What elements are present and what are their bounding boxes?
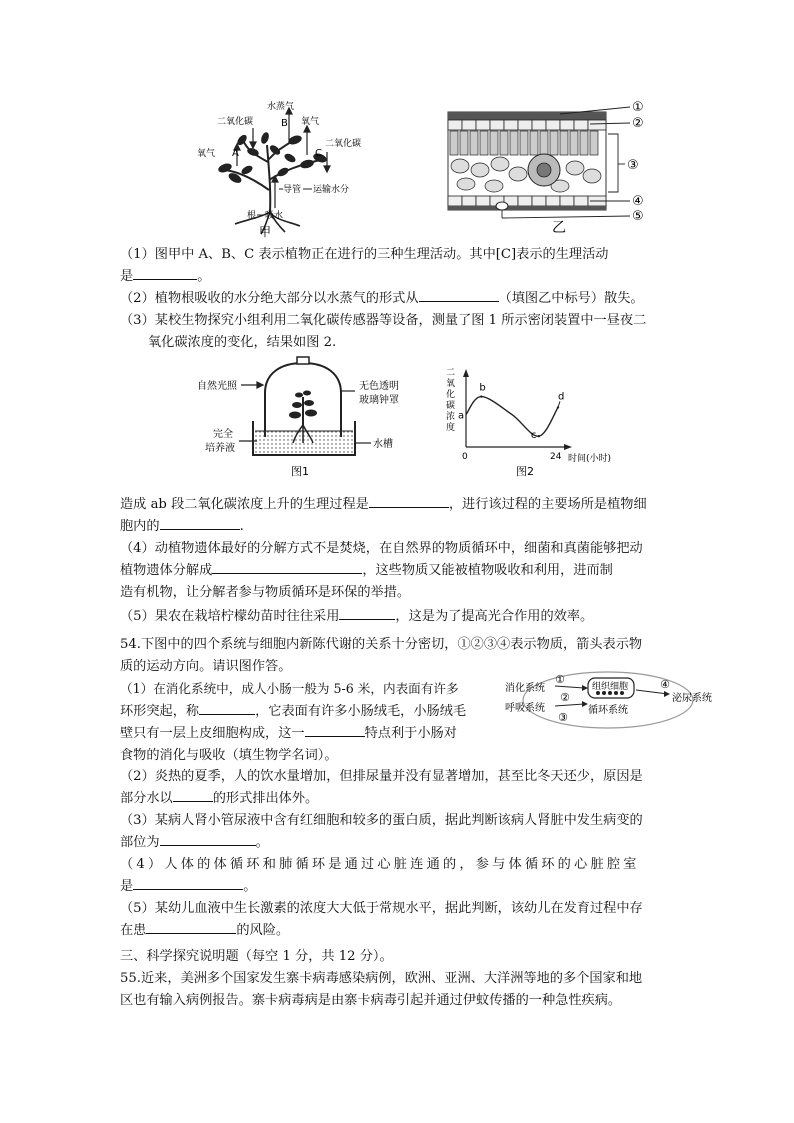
q54-p1c: ，它表面有许多小肠绒毛，小肠绒毛: [255, 704, 467, 719]
label-n2: ②: [632, 116, 644, 131]
q54-p4b: 是: [120, 879, 134, 894]
label-C: C: [315, 148, 322, 159]
label-circulatory: 循环系统: [588, 705, 628, 716]
q54-p5b: 在患: [120, 923, 147, 938]
figure-jia-caption: 甲: [259, 225, 272, 239]
q54-p1d: 壁只有一层上皮细胞构成，这一: [120, 726, 305, 741]
label-o2-left: 氧气: [197, 149, 216, 159]
q55-line-1: 55.近来，美洲多个国家发生寨卡病毒感染病例，欧洲、亚洲、大洋洲等地的多个国家和地: [120, 971, 643, 986]
label-bell-jar-2: 玻璃钟罩: [359, 395, 399, 406]
q54-p4a: （4）人体的体循环和肺循环是通过心脏连通的，参与体循环的心脏腔室: [120, 857, 640, 872]
q54-p3b: 部位为: [120, 835, 160, 850]
q54-p2a: （2）炎热的夏季，人的饮水量增加，但排尿量并没有显著增加，甚至比冬天还少，原因是: [120, 769, 643, 784]
figure-yi: [440, 98, 655, 238]
label-n4: ④: [632, 194, 644, 209]
q53-p4a: （4）动植物遗体最好的分解方式不是焚烧，在自然界的物质循环中，细菌和真菌能够把动: [120, 541, 643, 556]
q54-p0b: 质的运动方向。请识图作答。: [120, 659, 292, 674]
label-cells: 组织细胞: [592, 682, 629, 692]
q53-p1a: （1）图甲中 A、B、C 表示植物正在进行的三种生理活动。其中[C]表示的生理活动: [120, 247, 609, 262]
q54-blank-6[interactable]: [146, 921, 236, 934]
figure-2-caption: 图2: [516, 465, 534, 478]
q53-p2a: （2）植物根吸收的水分绝大部分以水蒸气的形式从: [120, 291, 419, 306]
label-o2-right: 氧气: [301, 117, 320, 127]
figure-systems: [500, 668, 730, 738]
q53-p3c: 造成 ab 段二氧化碳浓度上升的生理过程是: [120, 497, 369, 512]
chart-point-label-b: b: [479, 382, 486, 394]
q53-p3a: （3）某校生物探究小组利用二氧化碳传感器等设备，测量了图 1 所示密闭装置中一昼夜二: [120, 313, 647, 328]
q54-blank-2[interactable]: [305, 724, 365, 737]
chart-xlabel: 时间(小时): [568, 454, 612, 464]
q53-p4d: 造有机物，让分解者参与物质循环是环保的举措。: [120, 585, 411, 600]
label-root: 根: [247, 211, 257, 221]
label-n3: ③: [627, 158, 639, 173]
chart-ylabel-char: 二: [446, 368, 456, 378]
q54-p1b: 环形突起，称: [120, 704, 200, 719]
figure-1-caption: 图1: [291, 465, 309, 478]
chart-point-label-a: a: [458, 410, 465, 422]
q54-p2c: 的形式排出体外。: [212, 791, 319, 806]
label-m4: ④: [660, 678, 670, 691]
q53-p3b: 氧化碳浓度的变化，结果如图 2.: [148, 335, 337, 350]
q54-p5a: （5）某幼儿血液中生长激素的浓度大大低于常规水平，据此判断，该幼儿在发育过程中存: [120, 901, 643, 916]
q53-blank-1[interactable]: [133, 267, 197, 280]
q54-p5c: 的风险。: [236, 923, 290, 938]
chart-ylabel-char: 度: [446, 423, 456, 433]
q53-p3e: 胞内的: [120, 519, 160, 534]
q53-p4b: 植物遗体分解成: [120, 563, 213, 578]
chart-point-c: [538, 435, 540, 437]
q53-p5b: ，这是为了提高光合作用的效率。: [395, 609, 594, 624]
q53-blank-3[interactable]: [369, 495, 449, 508]
q54-p3a: （3）某病人肾小管尿液中含有红细胞和较多的蛋白质，据此判断该病人肾脏中发生病变的: [120, 813, 643, 828]
figure-jia: [195, 100, 365, 240]
label-solution-2: 培养液: [205, 443, 235, 454]
q54-p2b: 部分水以: [120, 791, 173, 806]
label-absorb: 吸水: [265, 211, 284, 221]
q54-blank-1[interactable]: [199, 702, 255, 715]
label-water-vapor: 水蒸气: [267, 102, 295, 112]
q53-p1b: 是: [120, 269, 134, 284]
q54-p3c: 。: [255, 835, 269, 850]
q53-part1: [120, 244, 680, 354]
q54-p1f: 食物的消化与吸收（填生物学名词）。: [120, 748, 338, 763]
chart-line-series: [466, 397, 558, 437]
figure-yi-caption: 乙: [552, 220, 566, 236]
chart-ylabel-char: 化: [446, 390, 456, 400]
q53-blank-4[interactable]: [160, 517, 240, 530]
q53-p3d: ，进行该过程的主要场所是植物细: [448, 497, 647, 512]
chart-tick-24: 24: [550, 452, 562, 462]
q53-part2: [120, 494, 680, 628]
label-vessel: 导管: [283, 185, 302, 195]
chart-tick-0: 0: [462, 452, 468, 462]
chart-point-label-c: c: [530, 430, 537, 442]
q54-blank-4[interactable]: [160, 833, 256, 846]
q54-p0a: 54.下图中的四个系统与细胞内新陈代谢的关系十分密切，①②③④表示物质，箭头表示物: [120, 637, 643, 652]
label-m3: ③: [558, 711, 568, 724]
figure-2-chart: [440, 355, 615, 480]
label-co2-left: 二氧化碳: [217, 117, 254, 127]
chart-ylabel-char: 碳: [446, 401, 456, 411]
chart-point-b: [480, 395, 482, 397]
chart-ylabel-char: 浓: [446, 412, 456, 422]
chart-point-label-d: d: [558, 391, 565, 403]
q53-p2b: （填图乙中标号）散失。: [498, 291, 644, 306]
label-n5: ⑤: [632, 209, 644, 224]
label-tank: 水槽: [373, 439, 393, 450]
q54-part2: [120, 766, 680, 942]
label-B: B: [281, 118, 288, 129]
figure-1: [195, 355, 425, 480]
q54-p1a: （1）在消化系统中，成人小肠一般为 5-6 米，内表面有许多: [120, 681, 459, 696]
q54-p1e: 特点利于小肠对: [364, 726, 457, 741]
q53-blank-6[interactable]: [339, 607, 395, 620]
q53-p5a: （5）果农在栽培柠檬幼苗时往往采用: [120, 609, 340, 624]
label-respiratory: 呼吸系统: [505, 703, 545, 714]
label-digestive: 消化系统: [505, 683, 545, 694]
label-m2: ②: [560, 691, 570, 704]
chart-ylabel-char: 氧: [446, 379, 456, 389]
q53-p1c: 。: [197, 269, 211, 284]
label-urinary: 泌尿系统: [672, 693, 712, 704]
q54-blank-5[interactable]: [133, 877, 243, 890]
label-A: A: [232, 148, 239, 159]
label-n1: ①: [632, 100, 644, 115]
q53-p3f: .: [239, 519, 244, 534]
q53-p4c: ，这些物质又能被植物吸收和利用，进而制: [362, 563, 613, 578]
q54-p4c: 。: [243, 879, 257, 894]
section-3: [120, 946, 680, 1012]
q53-blank-2[interactable]: [419, 289, 499, 302]
q54-part1: [120, 678, 500, 767]
q54-blank-3[interactable]: [173, 789, 213, 802]
q53-blank-5[interactable]: [212, 561, 362, 574]
label-solution-1: 完全: [213, 429, 233, 440]
label-co2-right: 二氧化碳: [325, 139, 362, 149]
label-bell-jar-1: 无色透明: [359, 381, 399, 392]
label-m1: ①: [555, 673, 565, 686]
label-natural-light: 自然光照: [197, 381, 237, 392]
section-3-heading: 三、科学探究说明题（每空 1 分，共 12 分）。: [120, 949, 393, 964]
label-transport: 运输水分: [313, 185, 350, 195]
q55-line-2: 区也有输入病例报告。寨卡病毒病是由寨卡病毒引起并通过伊蚊传播的一种急性疾病。: [120, 993, 622, 1008]
